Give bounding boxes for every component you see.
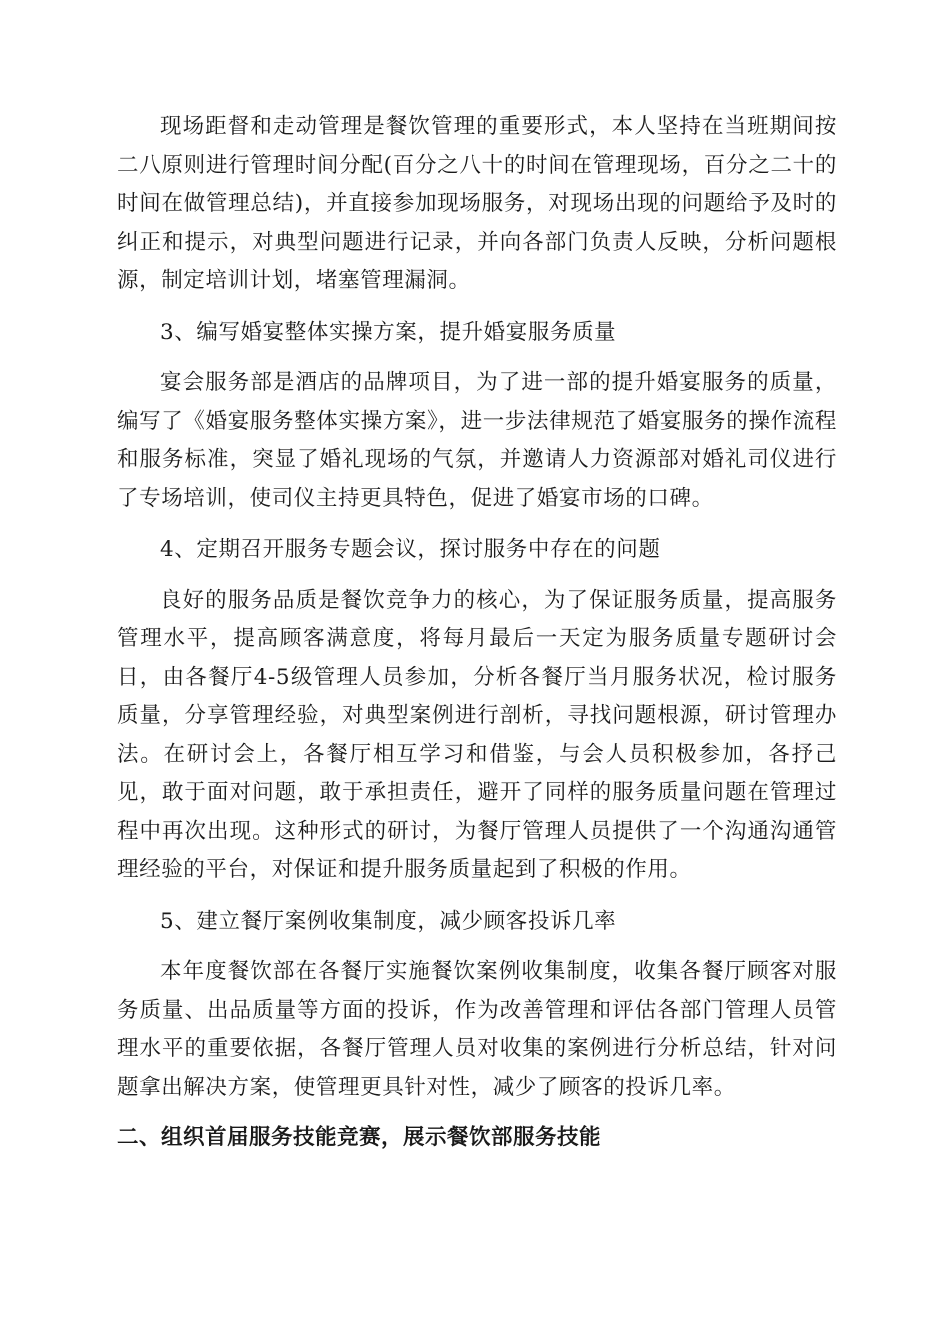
document-body — [117, 108, 837, 1158]
subheading-case-collection: 5、建立餐厅案例收集制度，减少顾客投诉几率 — [160, 908, 617, 934]
paragraph-case-collection: 本年度餐饮部在各餐厅实施餐饮案例收集制度，收集各餐厅顾客对服务质量、出品质量等方面的投诉，作为改善管理和评估各部门管理人员管理水平的重要依据，各餐厅管理人员对收集的案例进行分析总结，针对问题拿出解决方案，使管理更具针对性，减少了顾客的投诉几率。 — [117, 959, 837, 1100]
subheading-wedding-plan: 3、编写婚宴整体实操方案，提升婚宴服务质量 — [160, 319, 617, 345]
section-heading-skills-competition: 二、组织首届服务技能竞赛，展示餐饮部服务技能 — [117, 1125, 602, 1150]
paragraph-service-quality: 良好的服务品质是餐饮竞争力的核心，为了保证服务质量，提高服务管理水平，提高顾客满意度，将每月最后一天定为服务质量专题研讨会日，由各餐厅4-5级管理人员参加，分析各餐厅当月服务状况，检讨服务质量，分享管理经验，对典型案例进行剖析，寻找问题根源，研讨管理办法。在研讨会上，各餐厅相互学习和借鉴，与会人员积极参加，各抒己见，敢于面对问题，敢于承担责任，避开了同样的服务质量问题在管理过程中再次出现。这种形式的研讨，为餐厅管理人员提供了一个沟通沟通管理经验的平台，对保证和提升服务质量起到了积极的作用。 — [117, 587, 837, 882]
subheading-service-meetings: 4、定期召开服务专题会议，探讨服务中存在的问题 — [160, 537, 661, 562]
paragraph-wedding-service: 宴会服务部是酒店的品牌项目，为了进一部的提升婚宴服务的质量，编写了《婚宴服务整体实操方案》，进一步法律规范了婚宴服务的操作流程和服务标准，突显了婚礼现场的气氛，并邀请人力资源部对婚礼司仪进行了专场培训，使司仪主持更具特色，促进了婚宴市场的口碑。 — [117, 370, 837, 511]
paragraph-onsite-management: 现场距督和走动管理是餐饮管理的重要形式，本人坚持在当班期间按二八原则进行管理时间分配(百分之八十的时间在管理现场，百分之二十的时间在做管理总结)，并直接参加现场服务，对现场出现的问题给予及时的纠正和提示，对典型问题进行记录，并向各部门负责人反映，分析问题根源，制定培训计划，堵塞管理漏洞。 — [117, 114, 837, 293]
